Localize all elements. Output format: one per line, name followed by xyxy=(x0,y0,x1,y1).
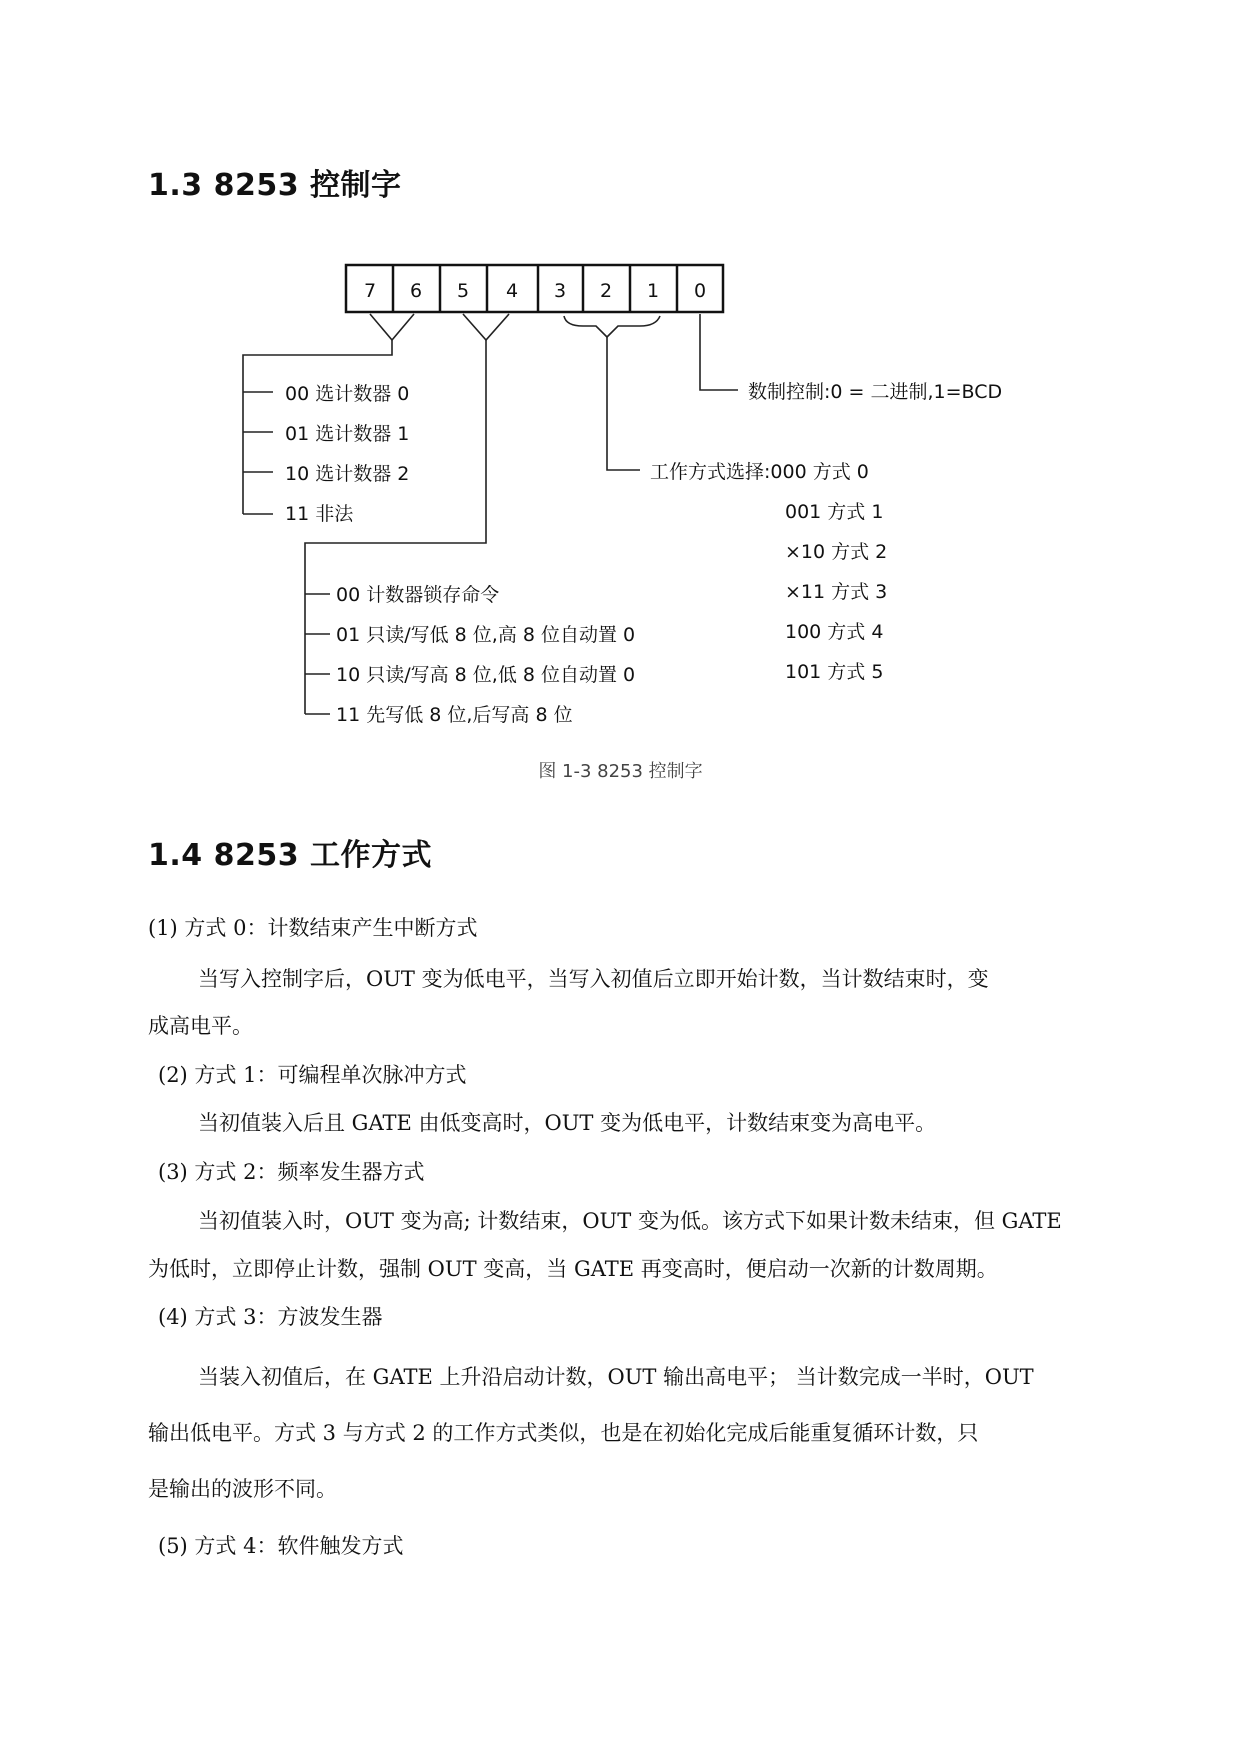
section-heading-1-3: 1.3 8253 控制字 xyxy=(148,168,402,203)
mode-select-item: 001 方式 1 xyxy=(785,501,884,523)
mode-select-labels xyxy=(650,461,887,683)
bcd-control-label: 数制控制:0 = 二进制,1=BCD xyxy=(748,381,1003,403)
bcd-connector xyxy=(700,314,738,390)
mode-2-title: (3) 方式 2：频率发生器方式 xyxy=(158,1160,425,1184)
mode-select-item: 100 方式 4 xyxy=(785,621,884,643)
mode-select-item: 工作方式选择:000 方式 0 xyxy=(650,461,869,483)
mode-4-title: (5) 方式 4：软件触发方式 xyxy=(158,1534,404,1558)
mode-0-desc-line: 成高电平。 xyxy=(148,1014,253,1038)
bit-label: 3 xyxy=(553,280,567,302)
mode-2-desc-line: 为低时，立即停止计数，强制 OUT 变高，当 GATE 再变高时，便启动一次新的计数周期。 xyxy=(148,1257,998,1281)
mode-1-desc: 当初值装入后且 GATE 由低变高时，OUT 变为低电平，计数结束变为高电平。 xyxy=(198,1111,937,1135)
mode-select-bracket xyxy=(564,316,660,470)
bit-label: 2 xyxy=(599,280,613,302)
counter-select-item: 00 选计数器 0 xyxy=(285,383,410,405)
bit-label: 5 xyxy=(456,280,470,302)
section-heading-1-4: 1.4 8253 工作方式 xyxy=(148,838,433,873)
mode-0-title: (1) 方式 0：计数结束产生中断方式 xyxy=(148,916,478,940)
rw-mode-item: 00 计数器锁存命令 xyxy=(336,584,500,606)
bit-label: 4 xyxy=(505,280,519,302)
bit-label: 6 xyxy=(409,280,423,302)
rw-mode-item: 11 先写低 8 位,后写高 8 位 xyxy=(336,704,573,726)
mode-3-desc-line: 当装入初值后，在 GATE 上升沿启动计数，OUT 输出高电平； 当计数完成一半时，OUT xyxy=(198,1365,1034,1389)
figure-caption: 图 1-3 8253 控制字 xyxy=(538,761,703,782)
mode-3-desc-line: 输出低电平。方式 3 与方式 2 的工作方式类似，也是在初始化完成后能重复循环计数，只 xyxy=(148,1421,979,1445)
rw-mode-item: 01 只读/写低 8 位,高 8 位自动置 0 xyxy=(336,624,636,646)
mode-2-desc-line: 当初值装入时，OUT 变为高; 计数结束，OUT 变为低。该方式下如果计数未结束，但 GATE xyxy=(198,1209,1062,1233)
bit-labels xyxy=(364,280,706,302)
mode-select-item: ×10 方式 2 xyxy=(785,541,888,563)
bit-label: 0 xyxy=(693,280,707,302)
rw-mode-item: 10 只读/写高 8 位,低 8 位自动置 0 xyxy=(336,664,636,686)
mode-1-title: (2) 方式 1：可编程单次脉冲方式 xyxy=(158,1063,467,1087)
counter-select-item: 10 选计数器 2 xyxy=(285,463,410,485)
mode-select-item: ×11 方式 3 xyxy=(785,581,888,603)
mode-3-desc-line: 是输出的波形不同。 xyxy=(148,1477,337,1501)
counter-select-labels xyxy=(285,383,409,525)
mode-3-title: (4) 方式 3：方波发生器 xyxy=(158,1305,383,1329)
rw-mode-labels xyxy=(336,584,635,726)
counter-select-item: 11 非法 xyxy=(285,503,354,525)
mode-select-item: 101 方式 5 xyxy=(785,661,884,683)
register-box xyxy=(346,265,723,312)
counter-select-item: 01 选计数器 1 xyxy=(285,423,410,445)
bit-label: 1 xyxy=(646,280,660,302)
mode-0-desc-line: 当写入控制字后，OUT 变为低电平，当写入初值后立即开始计数，当计数结束时，变 xyxy=(198,967,989,991)
bit-label: 7 xyxy=(363,280,377,302)
